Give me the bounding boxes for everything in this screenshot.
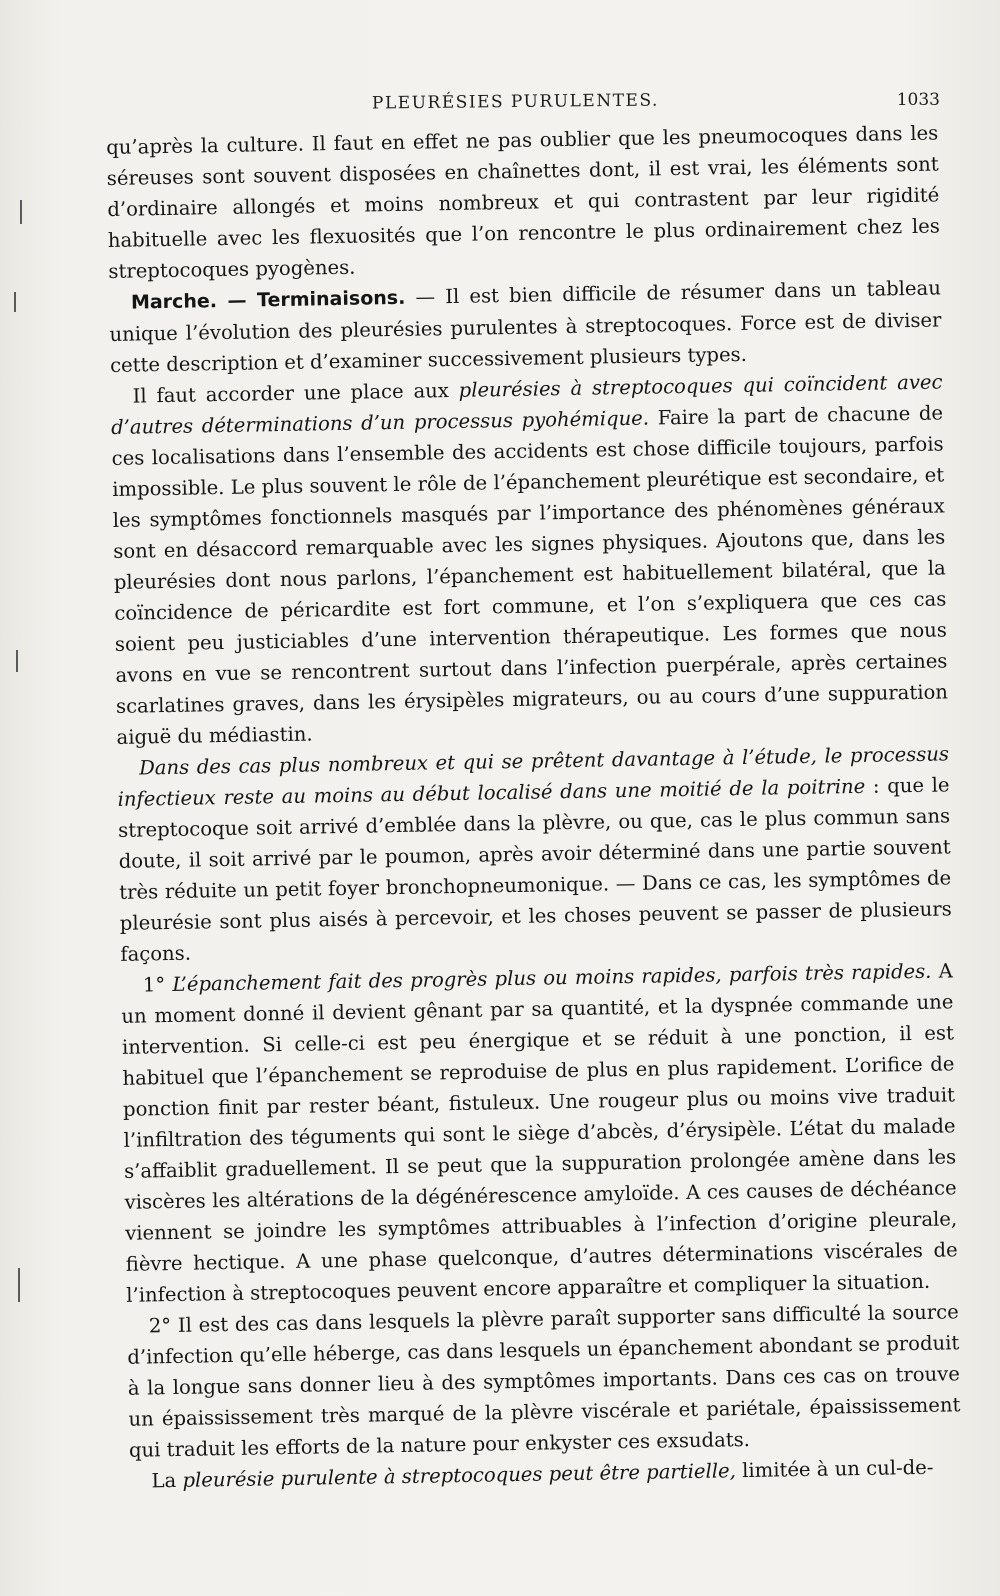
margin-rule (20, 200, 22, 224)
paragraph-text: — Il est bien difficile de résumer dans un tableau unique l’évolution des pleurésies purulentes à streptocoques. Force est de diviser cette description et d’examiner successivement plusieurs types. (109, 276, 942, 377)
paragraph (109, 272, 943, 381)
paragraph-text: A un moment donné il devient gênant par sa quantité, et la dyspnée commande une intervention. Si celle-ci est peu énergique et se réduit à une ponction, il est habituel que l’épanchement se reproduise de plus en plus rapidement. L’orifice de ponction finit par rester béant, fistuleux. Une rougeur plus ou moins vive traduit l’infiltration des téguments qui sont le siège d’abcès, d’érysipèle. L’état du malade s’affaiblit graduellement. Il se peut que la suppuration prolongée amène dans les viscères les altérations de la dégénérescence amyloïde. A ces causes de déchéance viennent se joindre les symptômes attribuables à l’infection d’origine pleurale, fièvre hectique. A une phase quelconque, d’autres déterminations viscérales de l’infection à streptocoques peuvent encore apparaître et compliquer la situation. (121, 959, 958, 1307)
paragraph (117, 738, 953, 969)
margin-rule (16, 650, 18, 672)
italic-phrase: pleurésie purulente à streptocoques peut être partielle, (182, 1459, 737, 1492)
paragraph: qu’après la culture. Il faut en effet ne pas oublier que les pneumocoques dans les séreuses sont souvent disposées en chaînettes dont, il est vrai, les éléments sont d’ordinaire allongés et moins nombreux et qui contrastent par leur rigidité habituelle avec les flexuosités que l’on rencontre le plus ordinairement chez les streptocoques pyogènes. (106, 121, 940, 283)
paragraph (121, 955, 959, 1310)
body-text (106, 117, 962, 1496)
paragraph-text: Faire la part de chacune de ces localisations dans l’ensemble des accidents est chose difficile toujours, parfois impossible. Le plus souvent le rôle de l’épanchement pleurétique est secondaire, et les symptômes fonctionnels masqués par l’importance des phénomènes généraux sont en désaccord remarquable avec les signes physiques. Ajoutons que, dans les pleurésies dont nous parlons, l’épanchement est habituellement bilatéral, que la coïncidence de péricardite est fort commune, et l’on s’expliquera que ces cas soient peu justiciables d’une intervention thérapeutique. Les formes que nous avons en vue se rencontrent surtout dans l’infection puerpérale, après certaines scarlatines graves, dans les érysipèles migrateurs, ou au cours d’une suppuration aiguë du médiastin. (111, 401, 949, 749)
paragraph-text: La (151, 1468, 183, 1493)
paragraph-text: : que le streptocoque soit arrivé d’emblée dans la plèvre, ou que, cas le plus commun sans doute, il soit arrivé par le poumon, après avoir déterminé dans une partie souvent très réduite un petit foyer bronchopneumonique. — Dans ce cas, les symptômes de pleurésie sont plus aisés à percevoir, et les choses peuvent se passer de plusieurs façons. (117, 773, 952, 966)
italic-phrase: Dans des cas plus nombreux et qui se prêtent davantage à l’étude, le processus infectieux reste au moins au début localisé dans une moitié de la poitrine (117, 742, 950, 811)
paragraph-text: Il faut accorder une place aux (132, 378, 459, 408)
margin-rule (14, 292, 16, 312)
page-number: 1033 (896, 90, 940, 110)
page-header (110, 92, 940, 122)
italic-phrase: pleurésies à streptocoques qui coïncident avec d’autres déterminations d’un processus pyohémique. (110, 370, 943, 439)
paragraph-text: limitée à un cul-de- (735, 1455, 934, 1483)
italic-phrase: L’épanchement fait des progrès plus ou moins rapides, parfois très rapides. (172, 959, 932, 996)
running-title: PLEURÉSIES PURULENTES. (371, 90, 659, 114)
margin-rule (18, 1268, 20, 1302)
section-heading: Marche. — Terminaisons. (130, 286, 406, 314)
list-number: 1° (142, 972, 173, 997)
paragraph (110, 366, 948, 752)
paragraph: 2° Il est des cas dans lesquels la plèvre paraît supporter sans difficulté la source d’infection qu’elle héberge, cas dans lesquels un épanchement abondant se produit à la longue sans donner lieu à des symptômes importants. Dans ces cas on trouve un épaississement très marqué de la plèvre viscérale et pariétale, épaississement qui traduit les efforts de la nature pour enkyster ces exsudats. (127, 1300, 961, 1462)
